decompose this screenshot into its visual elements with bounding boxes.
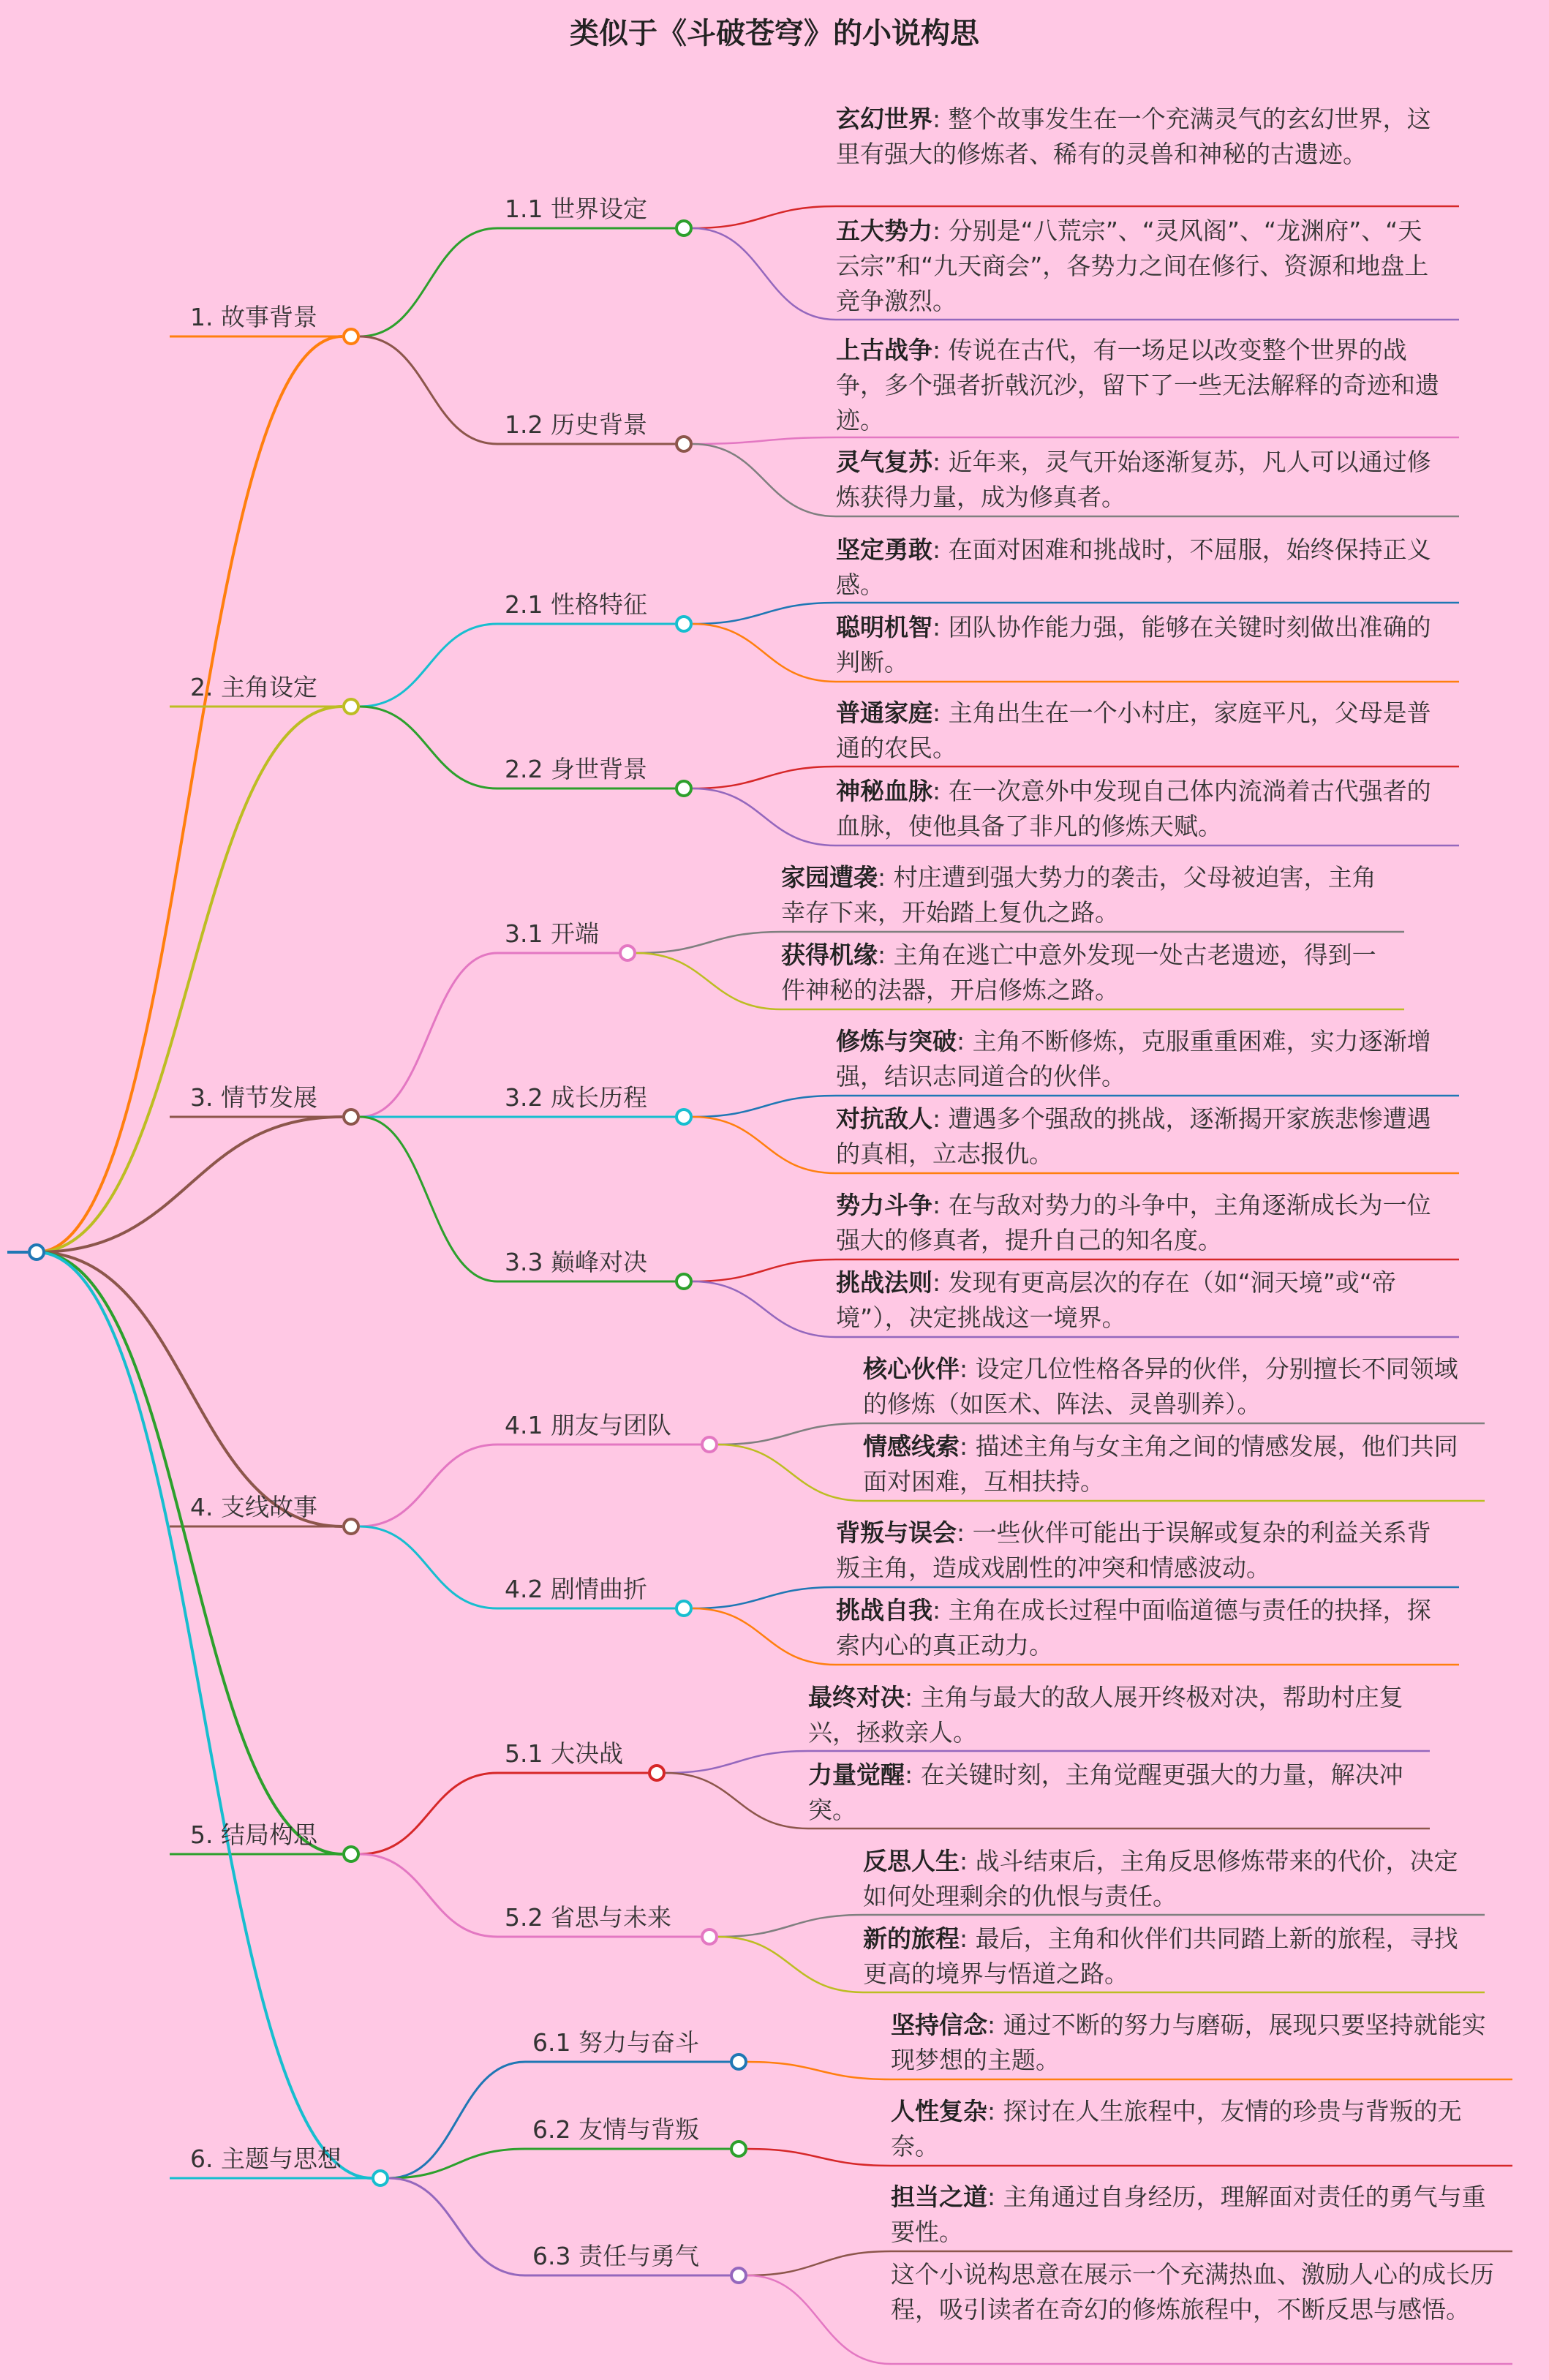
- leaf-text: : 团队协作能力强，能够在关键时刻做出准确的判断。: [836, 613, 1431, 677]
- subsection-3-2-label: 3.2 成长历程: [505, 1083, 647, 1112]
- subsection-6-1-node[interactable]: [730, 2053, 747, 2071]
- leaf-keyword: 情感线索: [863, 1432, 960, 1461]
- section-2-node[interactable]: [342, 698, 360, 715]
- subsection-4-2-label: 4.2 剧情曲折: [505, 1575, 647, 1603]
- leaf-text: : 在一次意外中发现自己体内流淌着古代强者的血脉，使他具备了非凡的修炼天赋。: [836, 777, 1431, 840]
- subsection-3-1-label: 3.1 开端: [505, 919, 599, 948]
- leaf-3-3-1: [836, 1188, 1441, 1258]
- subsection-6-2-label: 6.2 友情与背叛: [532, 2115, 699, 2144]
- leaf-2-2-2: [836, 774, 1441, 844]
- leaf-3-2-2: [836, 1101, 1441, 1172]
- subsection-2-2-label: 2.2 身世背景: [505, 755, 647, 783]
- leaf-3-1-2: [781, 938, 1387, 1008]
- section-6-label: 6. 主题与思想: [190, 2144, 342, 2173]
- subsection-3-1-node[interactable]: [619, 944, 636, 962]
- section-3-label: 3. 情节发展: [190, 1083, 317, 1112]
- subsection-5-2-label: 5.2 省思与未来: [505, 1903, 671, 1932]
- leaf-keyword: 五大势力: [836, 216, 932, 245]
- leaf-5-1-1: [808, 1680, 1412, 1750]
- leaf-5-2-1: [863, 1844, 1467, 1914]
- subsection-1-1-node[interactable]: [675, 219, 693, 237]
- leaf-4-2-2: [836, 1593, 1441, 1663]
- leaf-3-2-1: [836, 1024, 1441, 1094]
- leaf-keyword: 家园遭袭: [781, 863, 878, 892]
- subsection-2-1-label: 2.1 性格特征: [505, 590, 647, 619]
- leaf-6-3-1: [891, 2180, 1495, 2250]
- subsection-3-3-node[interactable]: [675, 1273, 693, 1290]
- leaf-text: : 村庄遭到强大势力的袭击，父母被迫害，主角幸存下来，开始踏上复仇之路。: [781, 863, 1376, 927]
- leaf-text: : 在关键时刻，主角觉醒更强大的力量，解决冲突。: [808, 1760, 1403, 1824]
- leaf-keyword: 最终对决: [808, 1683, 905, 1711]
- leaf-text: : 战斗结束后，主角反思修炼带来的代价，决定如何处理剩余的仇恨与责任。: [863, 1847, 1458, 1910]
- leaf-keyword: 获得机缘: [781, 941, 878, 969]
- leaf-3-1-1: [781, 860, 1387, 930]
- leaf-keyword: 新的旅程: [863, 1924, 960, 1953]
- subsection-5-1-node[interactable]: [648, 1764, 666, 1782]
- leaf-text: : 设定几位性格各异的伙伴，分别擅长不同领域的修炼（如医术、阵法、灵兽驯养）。: [863, 1355, 1458, 1418]
- leaf-keyword: 势力斗争: [836, 1191, 932, 1219]
- section-1-node[interactable]: [342, 328, 360, 345]
- subsection-4-2-node[interactable]: [675, 1600, 693, 1617]
- section-5-label: 5. 结局构思: [190, 1820, 317, 1849]
- leaf-text: : 传说在古代，有一场足以改变整个世界的战争，多个强者折戟沉沙，留下了一些无法解释的奇迹和遗迹。: [836, 336, 1439, 434]
- leaf-keyword: 反思人生: [863, 1847, 960, 1875]
- leaf-2-2-1: [836, 696, 1441, 766]
- section-4-label: 4. 支线故事: [190, 1493, 317, 1521]
- leaf-4-2-1: [836, 1515, 1441, 1586]
- subsection-4-1-label: 4.1 朋友与团队: [505, 1411, 671, 1439]
- leaf-keyword: 坚定勇敢: [836, 535, 932, 564]
- leaf-text: : 通过不断的努力与磨砺，展现只要坚持就能实现梦想的主题。: [891, 2011, 1486, 2074]
- leaf-3-3-2: [836, 1265, 1441, 1336]
- leaf-text: : 主角出生在一个小村庄，家庭平凡，父母是普通的农民。: [836, 698, 1431, 762]
- leaf-text: 这个小说构思意在展示一个充满热血、激励人心的成长历程，吸引读者在奇幻的修炼旅程中，不断反思与感悟。: [891, 2260, 1494, 2324]
- leaf-1-1-2: [836, 214, 1441, 319]
- leaf-text: : 主角通过自身经历，理解面对责任的勇气与重要性。: [891, 2183, 1486, 2246]
- subsection-2-2-node[interactable]: [675, 780, 693, 797]
- leaf-keyword: 玄幻世界: [836, 105, 932, 133]
- leaf-keyword: 人性复杂: [891, 2097, 987, 2125]
- leaf-keyword: 挑战自我: [836, 1596, 932, 1624]
- leaf-5-2-2: [863, 1921, 1467, 1992]
- leaf-text: : 在面对困难和挑战时，不屈服，始终保持正义感。: [836, 535, 1431, 599]
- leaf-6-2-1: [891, 2094, 1495, 2164]
- leaf-text: : 探讨在人生旅程中，友情的珍贵与背叛的无奈。: [891, 2097, 1462, 2161]
- leaf-keyword: 坚持信念: [891, 2011, 987, 2039]
- section-5-node[interactable]: [342, 1845, 360, 1863]
- leaf-4-1-2: [863, 1429, 1467, 1499]
- leaf-text: : 主角与最大的敌人展开终极对决，帮助村庄复兴，拯救亲人。: [808, 1683, 1403, 1747]
- section-1-label: 1. 故事背景: [190, 303, 317, 331]
- leaf-text: : 主角在成长过程中面临道德与责任的抉择，探索内心的真正动力。: [836, 1596, 1431, 1660]
- leaf-6-1-1: [891, 2008, 1495, 2078]
- leaf-text: : 分别是“八荒宗”、“灵风阁”、“龙渊府”、“天云宗”和“九天商会”，各势力之间在修行、资源和地盘上竞争激烈。: [836, 216, 1429, 315]
- leaf-text: : 在与敌对势力的斗争中，主角逐渐成长为一位强大的修真者，提升自己的知名度。: [836, 1191, 1431, 1254]
- leaf-keyword: 普通家庭: [836, 698, 932, 727]
- leaf-keyword: 核心伙伴: [863, 1355, 960, 1383]
- subsection-4-1-node[interactable]: [701, 1436, 718, 1453]
- section-4-node[interactable]: [342, 1518, 360, 1535]
- leaf-1-2-1: [836, 333, 1441, 438]
- leaf-text: : 遭遇多个强敌的挑战，逐渐揭开家族悲惨遭遇的真相，立志报仇。: [836, 1104, 1431, 1168]
- leaf-6-3-2: [891, 2257, 1495, 2327]
- leaf-text: : 发现有更高层次的存在（如“洞天境”或“帝境”），决定挑战这一境界。: [836, 1268, 1396, 1332]
- section-3-node[interactable]: [342, 1108, 360, 1126]
- subsection-6-3-label: 6.3 责任与勇气: [532, 2242, 699, 2270]
- leaf-text: : 主角不断修炼，克服重重困难，实力逐渐增强，结识志同道合的伙伴。: [836, 1027, 1431, 1091]
- subsection-6-2-node[interactable]: [730, 2140, 747, 2158]
- leaf-text: : 近年来，灵气开始逐渐复苏，凡人可以通过修炼获得力量，成为修真者。: [836, 448, 1431, 511]
- leaf-text: : 整个故事发生在一个充满灵气的玄幻世界，这里有强大的修炼者、稀有的灵兽和神秘的古遗迹。: [836, 105, 1431, 168]
- leaf-4-1-1: [863, 1352, 1467, 1422]
- leaf-keyword: 灵气复苏: [836, 448, 932, 476]
- subsection-1-2-label: 1.2 历史背景: [505, 410, 647, 439]
- leaf-keyword: 对抗敌人: [836, 1104, 932, 1133]
- leaf-keyword: 力量觉醒: [808, 1760, 905, 1789]
- subsection-1-2-node[interactable]: [675, 435, 693, 453]
- leaf-keyword: 神秘血脉: [836, 777, 932, 805]
- leaf-1-1-1: [836, 102, 1441, 172]
- leaf-1-2-2: [836, 445, 1441, 515]
- leaf-keyword: 聪明机智: [836, 613, 932, 641]
- leaf-2-1-2: [836, 610, 1441, 680]
- leaf-keyword: 上古战争: [836, 336, 932, 364]
- leaf-text: : 一些伙伴可能出于误解或复杂的利益关系背叛主角，造成戏剧性的冲突和情感波动。: [836, 1518, 1431, 1582]
- mindmap-title: 类似于《斗破苍穹》的小说构思: [570, 17, 979, 50]
- section-2-label: 2. 主角设定: [190, 673, 317, 701]
- leaf-2-1-1: [836, 532, 1441, 603]
- subsection-6-3-node[interactable]: [730, 2267, 747, 2284]
- root-node[interactable]: [28, 1243, 45, 1261]
- subsection-5-1-label: 5.1 大决战: [505, 1739, 623, 1768]
- leaf-text: : 主角在逃亡中意外发现一处古老遗迹，得到一件神秘的法器，开启修炼之路。: [781, 941, 1376, 1004]
- leaf-text: : 最后，主角和伙伴们共同踏上新的旅程，寻找更高的境界与悟道之路。: [863, 1924, 1458, 1988]
- subsection-1-1-label: 1.1 世界设定: [505, 195, 647, 223]
- leaf-text: : 描述主角与女主角之间的情感发展，他们共同面对困难，互相扶持。: [863, 1432, 1458, 1496]
- leaf-keyword: 修炼与突破: [836, 1027, 957, 1055]
- subsection-3-3-label: 3.3 巅峰对决: [505, 1248, 647, 1276]
- leaf-5-1-2: [808, 1758, 1412, 1828]
- subsection-2-1-node[interactable]: [675, 615, 693, 633]
- section-6-node[interactable]: [372, 2169, 389, 2187]
- subsection-6-1-label: 6.1 努力与奋斗: [532, 2028, 699, 2057]
- leaf-keyword: 背叛与误会: [836, 1518, 957, 1547]
- subsection-5-2-node[interactable]: [701, 1928, 718, 1946]
- leaf-keyword: 挑战法则: [836, 1268, 932, 1297]
- subsection-3-2-node[interactable]: [675, 1108, 693, 1126]
- leaf-keyword: 担当之道: [891, 2183, 987, 2211]
